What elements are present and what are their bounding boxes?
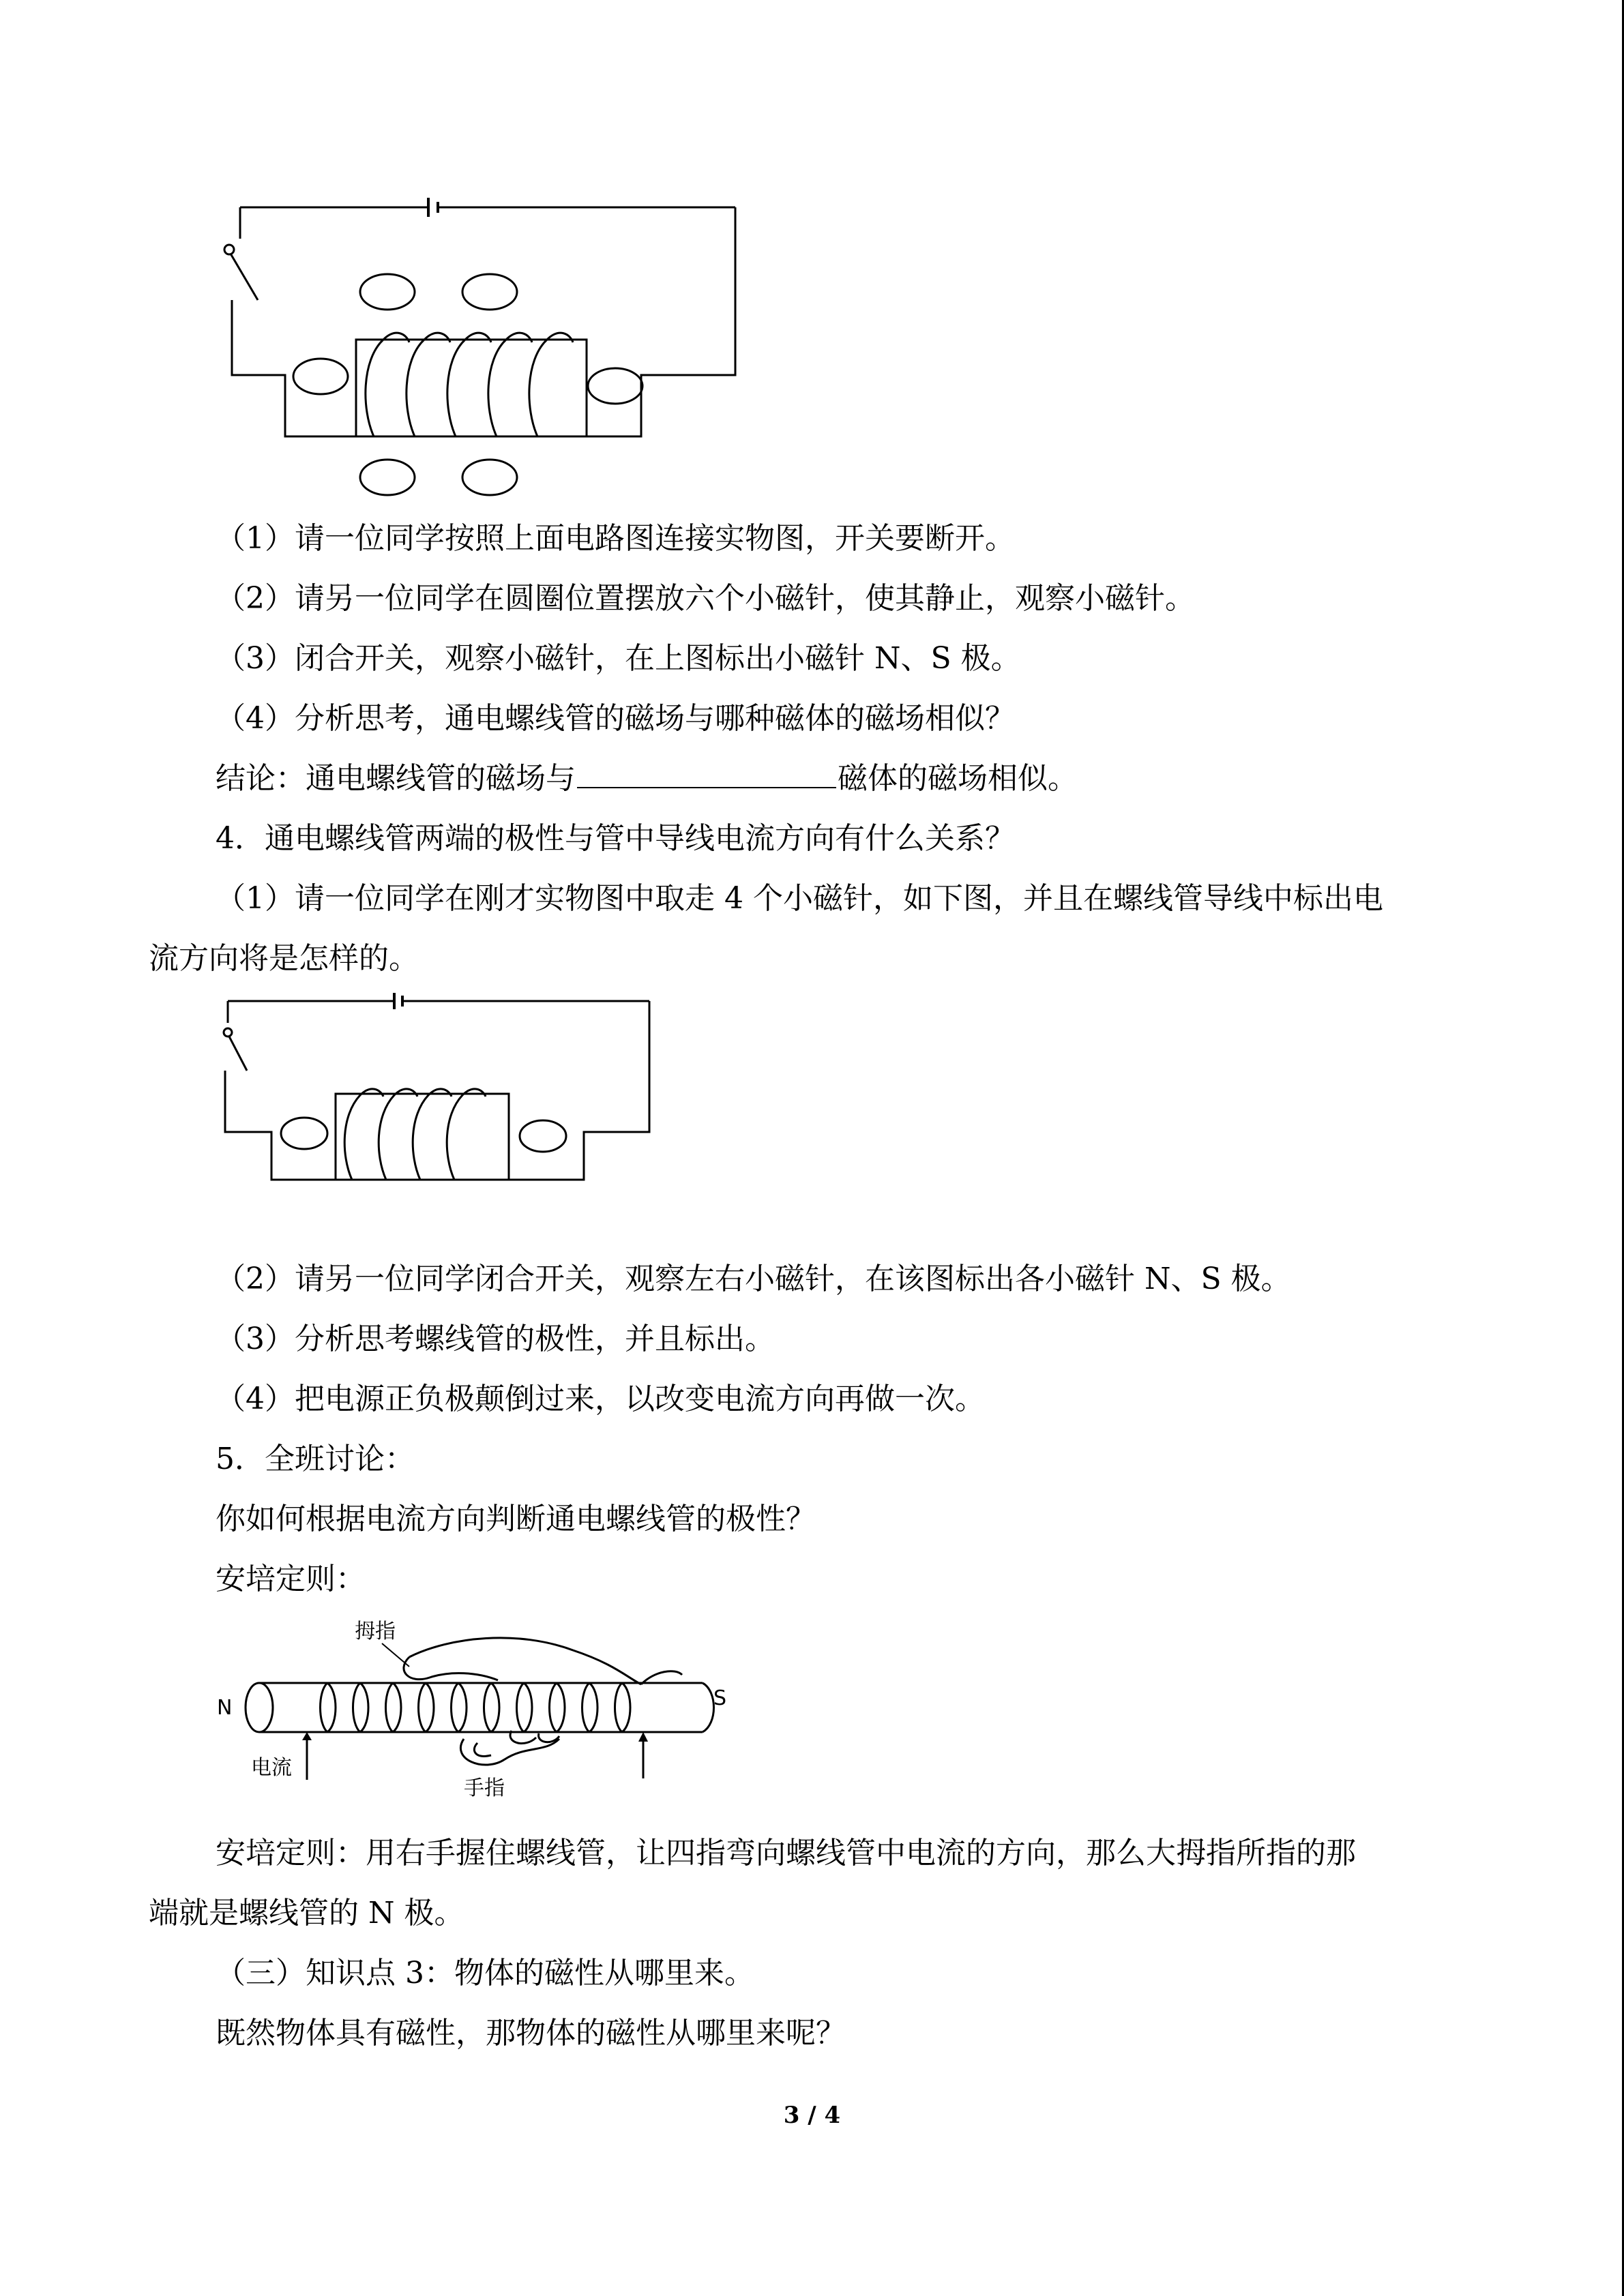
q4-item1-line2: 流方向将是怎样的。 [149,941,419,976]
figure-circuit-two-compasses [205,982,668,1234]
step-b2: （2）请另一位同学闭合开关，观察左右小磁针，在该图标出各小磁针 N、S 极。 [216,1262,1291,1296]
conclusion-blank[interactable] [577,760,836,788]
conclusion-prefix: 结论：通电螺线管的磁场与 [216,761,576,796]
step-b3: （3）分析思考螺线管的极性，并且标出。 [216,1322,775,1356]
figure-right-hand-rule [205,1609,750,1807]
finger-label: 手指 [464,1776,505,1800]
rule-label: 安培定则： [216,1562,366,1596]
q5-heading: 5．全班讨论： [216,1442,415,1476]
figure-circuit-six-compasses [205,191,750,505]
section3-question: 既然物体具有磁性，那物体的磁性从哪里来呢？ [216,2016,846,2051]
s-pole-label: S [713,1686,727,1710]
ampere-rule-line1: 安培定则：用右手握住螺线管，让四指弯向螺线管中电流的方向，那么大拇指所指的那 [216,1836,1356,1870]
step-a2: （2）请另一位同学在圆圈位置摆放六个小磁针，使其静止，观察小磁针。 [216,581,1195,616]
step-a3: （3）闭合开关，观察小磁针，在上图标出小磁针 N、S 极。 [216,641,1021,676]
q5-question: 你如何根据电流方向判断通电螺线管的极性？ [216,1502,816,1536]
page-number: 3 / 4 [783,2102,841,2129]
q4-item1-line1: （1）请一位同学在刚才实物图中取走 4 个小磁针，如下图，并且在螺线管导线中标出电 [216,881,1383,916]
q4-heading: 4．通电螺线管两端的极性与管中导线电流方向有什么关系？ [216,821,1015,856]
n-pole-label: N [217,1696,233,1720]
thumb-label: 拇指 [355,1620,396,1643]
conclusion-line [216,758,1078,799]
section3-heading: （三）知识点 3：物体的磁性从哪里来。 [216,1956,754,1991]
step-a1: （1）请一位同学按照上面电路图连接实物图，开关要断开。 [216,521,1015,556]
step-b4: （4）把电源正负极颠倒过来，以改变电流方向再做一次。 [216,1382,985,1416]
ampere-rule-line2: 端就是螺线管的 N 极。 [149,1896,464,1930]
conclusion-suffix: 磁体的磁场相似。 [838,761,1078,796]
step-a4: （4）分析思考，通电螺线管的磁场与哪种磁体的磁场相似？ [216,701,1015,736]
current-label: 电流 [251,1756,292,1780]
